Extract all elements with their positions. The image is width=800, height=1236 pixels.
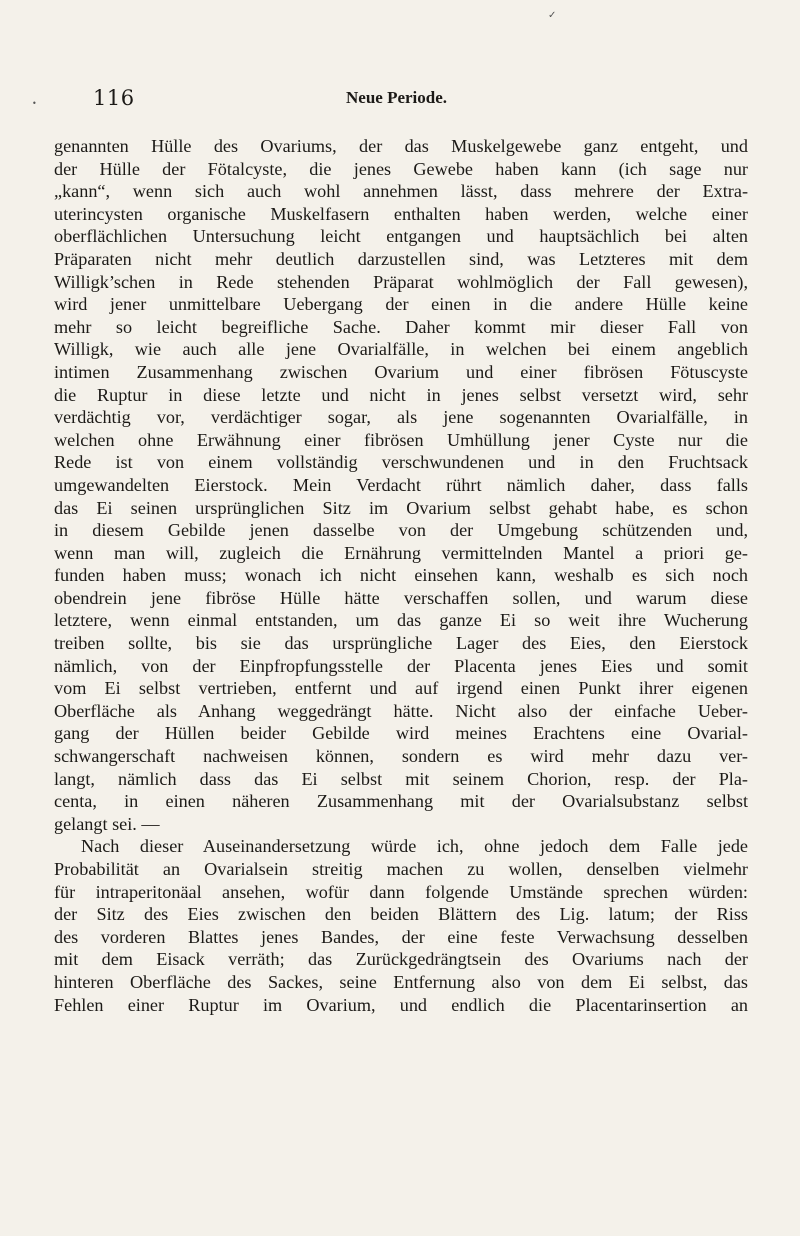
page-header bbox=[93, 86, 733, 116]
text-line: für intraperitonäal ansehen, wofür dann folgende Umstände sprechen würden: bbox=[54, 881, 748, 902]
text-line: langt, nämlich dass das Ei selbst mit seinem Chorion, resp. der Pla- bbox=[54, 768, 748, 789]
text-line: letztere, wenn einmal entstanden, um das ganze Ei so weit ihre Wucherung bbox=[54, 610, 748, 631]
text-line: mehr so leicht begreifliche Sache. Daher kommt mir dieser Fall von bbox=[54, 316, 748, 337]
text-line: Präparaten nicht mehr deutlich darzustellen sind, was Letzteres mit dem bbox=[54, 248, 748, 269]
text-line: Probabilität an Ovarialsein streitig machen zu wollen, denselben vielmehr bbox=[54, 859, 748, 879]
text-line: der Sitz des Eies zwischen den beiden Blättern des Lig. latum; der Riss bbox=[54, 904, 748, 925]
text-line: treiben sollte, bis sie das ursprüngliche Lager des Eies, den Eierstock bbox=[54, 633, 748, 654]
text-line: des vorderen Blattes jenes Bandes, der eine feste Verwachsung desselben bbox=[54, 926, 748, 947]
text-line: mit dem Eisack verräth; das Zurückgedrängtsein des Ovariums nach der bbox=[54, 949, 748, 970]
text-line: umgewandelten Eierstock. Mein Verdacht rührt nämlich daher, dass falls bbox=[54, 474, 748, 495]
text-line: schwangerschaft nachweisen können, sondern es wird mehr dazu ver- bbox=[54, 746, 748, 767]
text-line: genannten Hülle des Ovariums, der das Muskelgewebe ganz entgeht, und bbox=[54, 136, 748, 156]
text-line: wenn man will, zugleich die Ernährung vermittelnden Mantel a priori ge- bbox=[54, 542, 748, 563]
text-line: welchen ohne Erwähnung einer fibrösen Umhüllung jener Cyste nur die bbox=[54, 429, 748, 450]
text-line: intimen Zusammenhang zwischen Ovarium und einer fibrösen Fötuscyste bbox=[54, 361, 748, 382]
text-line: Nach dieser Auseinandersetzung würde ich, ohne jedoch dem Falle jede bbox=[81, 836, 748, 857]
body-text bbox=[54, 135, 748, 1016]
text-line: wird jener unmittelbare Uebergang der einen in die andere Hülle keine bbox=[54, 294, 748, 315]
text-line: centa, in einen näheren Zusammenhang mit der Ovarialsubstanz selbst bbox=[54, 791, 748, 812]
text-line: der Hülle der Fötalcyste, die jenes Gewebe haben kann (ich sage nur bbox=[54, 158, 748, 179]
text-line: Willigk, wie auch alle jene Ovarialfälle, in welchen bei einem angeblich bbox=[54, 339, 748, 360]
text-line: Willigk’schen in Rede stehenden Präparat wohlmöglich der Fall gewesen), bbox=[54, 271, 748, 292]
text-line: obendrein jene fibröse Hülle hätte verschaffen sollen, und warum diese bbox=[54, 587, 748, 608]
text-line: Rede ist von einem vollständig verschwundenen und in den Fruchtsack bbox=[54, 452, 748, 473]
text-line: uterincysten organische Muskelfasern enthalten haben werden, welche einer bbox=[54, 203, 748, 224]
text-line: das Ei seinen ursprünglichen Sitz im Ovarium selbst gehabt habe, es schon bbox=[54, 497, 748, 518]
text-line: funden haben muss; wonach ich nicht einsehen kann, weshalb es sich noch bbox=[54, 565, 748, 586]
page-number: 116 bbox=[93, 86, 135, 110]
text-line: Oberfläche als Anhang weggedrängt hätte. Nicht also der einfache Ueber- bbox=[54, 700, 748, 721]
text-line: Fehlen einer Ruptur im Ovarium, und endlich die Placentarinsertion an bbox=[54, 994, 748, 1015]
text-line: hinteren Oberfläche des Sackes, seine Entfernung also von dem Ei selbst, das bbox=[54, 971, 748, 992]
scan-mark: ✓ bbox=[548, 10, 557, 21]
text-line: verdächtig vor, verdächtiger sogar, als jene sogenannten Ovarialfälle, in bbox=[54, 407, 748, 428]
text-line: oberflächlichen Untersuchung leicht entgangen und hauptsächlich bei alten bbox=[54, 226, 748, 247]
text-line: die Ruptur in diese letzte und nicht in jenes selbst versetzt wird, sehr bbox=[54, 384, 748, 405]
scan-mark: • bbox=[32, 99, 37, 108]
text-line: nämlich, von der Einpfropfungsstelle der Placenta jenes Eies und somit bbox=[54, 655, 748, 676]
text-line: gelangt sei. — bbox=[54, 813, 160, 834]
text-line: vom Ei selbst vertrieben, entfernt und auf irgend einen Punkt ihrer eigenen bbox=[54, 678, 748, 699]
text-line: gang der Hüllen beider Gebilde wird meines Erachtens eine Ovarial- bbox=[54, 723, 748, 744]
text-line: „kann“, wenn sich auch wohl annehmen lässt, dass mehrere der Extra- bbox=[54, 181, 748, 202]
running-title: Neue Periode. bbox=[346, 88, 448, 107]
text-line: in diesem Gebilde jenen dasselbe von der Umgebung schützenden und, bbox=[54, 520, 748, 541]
